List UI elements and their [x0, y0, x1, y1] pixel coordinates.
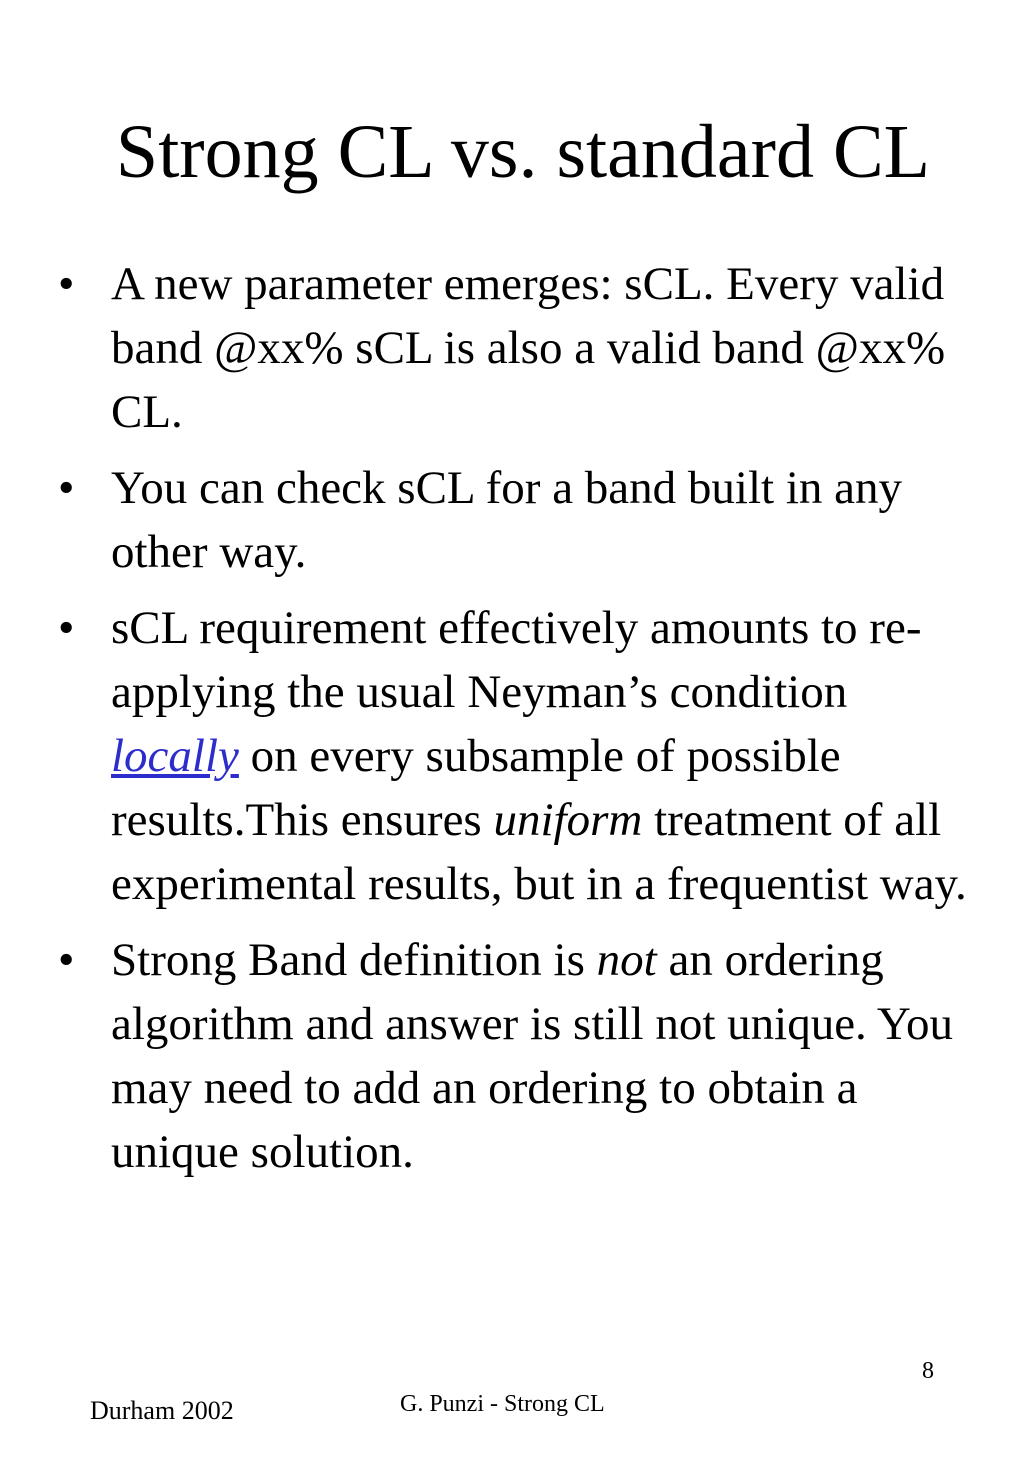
footer-event: Durham 2002	[90, 1396, 234, 1425]
bullet-text-part: on every subsample of possible results.This ensures	[111, 730, 841, 846]
bullet-item-1	[58, 252, 978, 444]
bullet-list	[58, 252, 978, 1196]
emphasis-text: not	[596, 934, 657, 986]
bullet-icon: •	[58, 258, 75, 310]
bullet-text-part: treatment of all experimental results, but in a frequentist way.	[111, 794, 967, 910]
bullet-item-4	[58, 928, 978, 1184]
locally-link[interactable]: locally	[111, 730, 239, 782]
footer-author: G. Punzi - Strong CL	[400, 1391, 605, 1417]
bullet-text: You can check sCL for a band built in any other way.	[111, 462, 903, 578]
bullet-item-2	[58, 456, 978, 584]
bullet-item-3	[58, 596, 978, 916]
emphasis-text: uniform	[493, 794, 643, 846]
bullet-text-part: sCL requirement effectively amounts to re-applying the usual Neyman’s condition	[111, 602, 922, 718]
slide-title: Strong CL vs. standard CL	[115, 110, 931, 194]
bullet-text: A new parameter emerges: sCL. Every valid band @xx% sCL is also a valid band @xx% CL.	[111, 258, 946, 438]
bullet-icon: •	[58, 462, 75, 514]
bullet-text-part: Strong Band definition is	[111, 934, 597, 986]
page-number: 8	[922, 1358, 934, 1384]
bullet-icon: •	[58, 602, 75, 654]
bullet-icon: •	[58, 934, 75, 986]
bullet-text-part: an ordering algorithm and answer is still not unique. You may need to add an ordering to obtain a unique solution.	[111, 934, 954, 1178]
